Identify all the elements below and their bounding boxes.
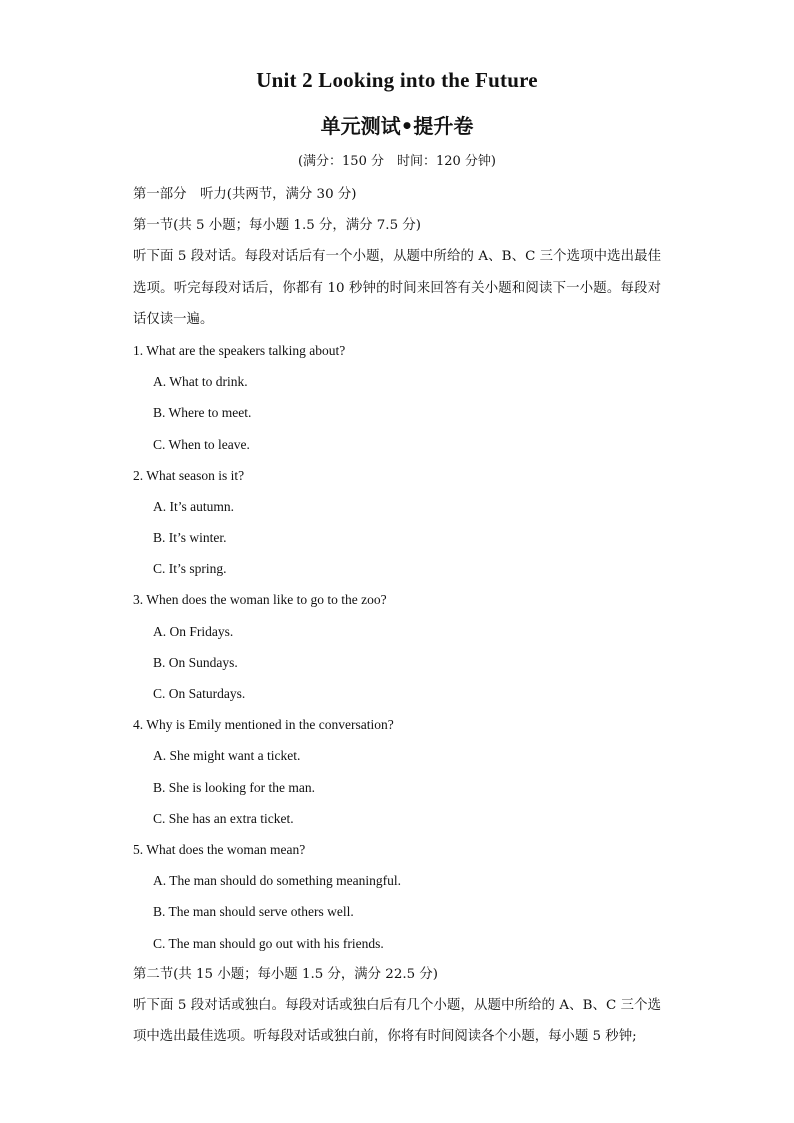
part-heading: 第一部分 听力(共两节，满分 30 分) <box>133 187 357 202</box>
question-block <box>133 584 663 709</box>
question-stem: 4. Why is Emily mentioned in the conversation? <box>133 717 394 733</box>
question-option: A. It’s autumn. <box>153 498 234 514</box>
question-stem: 3. When does the woman like to go to the zoo? <box>133 592 387 608</box>
document-body <box>133 179 663 1052</box>
exam-meta: (满分：150 分 时间：120 分钟) <box>297 154 497 169</box>
question-option: A. The man should do something meaningful. <box>153 873 401 889</box>
question-block <box>133 834 663 959</box>
question-option: B. Where to meet. <box>153 405 252 421</box>
question-option: B. It’s winter. <box>153 530 227 546</box>
section-instructions: 听下面 5 段对话。每段对话后有一个小题，从题中所给的 A、B、C 三个选项中选出最佳选项。听完每段对话后，你都有 10 秒钟的时间来回答有关小题和阅读下一小题。每段对话仅读一遍。 <box>133 249 661 327</box>
question-option: B. The man should serve others well. <box>153 904 354 920</box>
question-stem: 1. What are the speakers talking about? <box>133 342 346 358</box>
question-option: C. The man should go out with his friends. <box>153 935 384 951</box>
question-option: B. On Sundays. <box>153 654 238 670</box>
question-stem: 5. What does the woman mean? <box>133 841 306 857</box>
document-subtitle: 单元测试•提升卷 <box>320 114 474 138</box>
question-block <box>133 335 663 460</box>
question-block <box>133 460 663 585</box>
section-heading: 第一节(共 5 小题；每小题 1.5 分，满分 7.5 分) <box>133 218 421 234</box>
question-option: B. She is looking for the man. <box>153 779 315 795</box>
question-option: C. When to leave. <box>153 436 250 452</box>
section-heading: 第二节(共 15 小题；每小题 1.5 分，满分 22.5 分) <box>133 966 438 982</box>
question-block <box>133 709 663 834</box>
document-title: Unit 2 Looking into the Future <box>256 68 538 92</box>
question-option: A. On Fridays. <box>153 623 234 639</box>
question-stem: 2. What season is it? <box>133 467 245 483</box>
section-instructions: 听下面 5 段对话或独白。每段对话或独白后有几个小题，从题中所给的 A、B、C 三个选项中选出最佳选项。听每段对话或独白前，你将有时间阅读各个小题，每小题 5 秒钟; <box>133 997 661 1045</box>
question-option: A. What to drink. <box>153 374 248 390</box>
question-option: C. On Saturdays. <box>153 686 246 702</box>
question-option: A. She might want a ticket. <box>153 748 301 764</box>
question-option: C. It’s spring. <box>153 561 227 577</box>
question-option: C. She has an extra ticket. <box>153 810 294 826</box>
